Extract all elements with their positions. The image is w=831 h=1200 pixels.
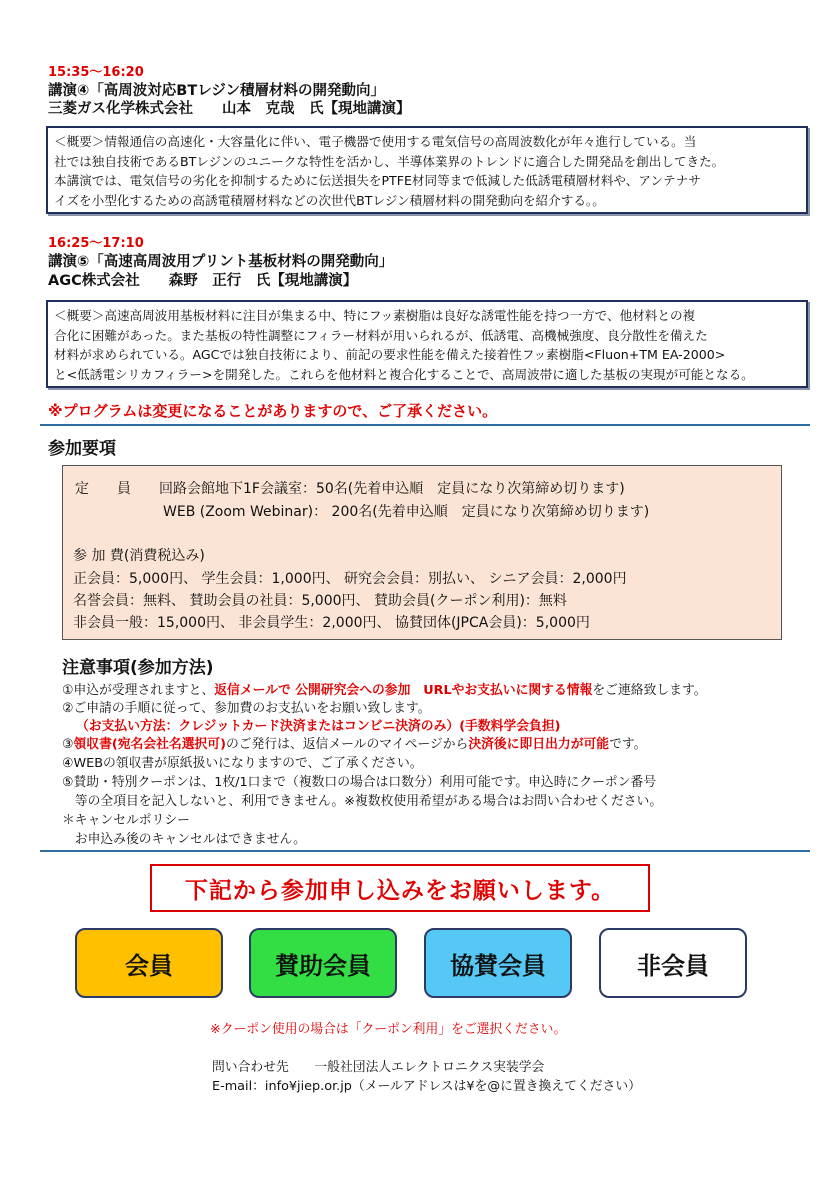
summary-line: 材料が求められている。AGCでは独自技術により、前記の要求性能を備えた接着性フッ素樹脂<Fluon+TM EA-2000> xyxy=(54,347,726,362)
summary-line: 本講演では、電気信号の劣化を抑制するために伝送損失をPTFE材同等まで低減した低誘電積層材料や、アンテナサ xyxy=(54,173,701,188)
fee-line: 非会員一般：15,000円、 非会員学生：2,000円、 協賛団体(JPCA会員)：5,000円 xyxy=(73,615,590,631)
lecture4-summary xyxy=(46,126,808,214)
contact-line: 問い合わせ先 一般社団法人エレクトロニクス実装学会 xyxy=(212,1060,545,1075)
lecture5-summary xyxy=(46,300,808,388)
capacity-venue: 回路会館地下1F会議室：50名(先着申込順 定員になり次第締め切ります) xyxy=(159,481,625,497)
lecture4-time: 15:35～16:20 xyxy=(48,65,144,80)
lecture4-speaker: 三菱ガス化学株式会社 山本 克哉 氏【現地講演】 xyxy=(48,101,411,117)
caution-3 xyxy=(62,733,646,752)
caution-text: です。 xyxy=(609,737,647,752)
caution-5-cont: 等の全項目を記入しないと、利用できません。※複数枚使用希望がある場合はお問い合わせください。 xyxy=(62,794,663,809)
section-divider xyxy=(40,424,810,426)
caution-text: をご連絡致します。 xyxy=(592,683,707,698)
caution-1 xyxy=(62,679,707,698)
lecture5-title: 講演⑤「高速高周波用プリント基板材料の開発動向」 xyxy=(48,254,394,270)
caution-payment-method: （お支払い方法：クレジットカード決済またはコンビニ決済のみ）(手数料学会負担) xyxy=(76,719,561,734)
apply-cta-banner: 下記から参加申し込みをお願いします。 xyxy=(150,864,650,912)
caution-text: ③ xyxy=(62,737,74,752)
supporting-member-button[interactable]: 賛助会員 xyxy=(249,928,397,998)
summary-line: 社では独自技術であるBTレジンのユニークな特性を活かし、半導体業界のトレンドに適合した開発品を創出してきた。 xyxy=(54,153,725,169)
lecture5-time: 16:25～17:10 xyxy=(48,236,144,251)
capacity-web: WEB (Zoom Webinar)： 200名(先着申込順 定員になり次第締め切ります) xyxy=(163,504,650,520)
lecture5-speaker: AGC株式会社 森野 正行 氏【現地講演】 xyxy=(48,273,358,289)
participation-heading: 参加要項 xyxy=(48,439,116,459)
summary-line: ＜概要＞情報通信の高速化・大容量化に伴い、電子機器で使用する電気信号の高周波数化が年々進行している。当 xyxy=(54,134,697,149)
fee-box xyxy=(62,465,782,640)
caution-text: ①申込が受理されますと、 xyxy=(62,683,215,698)
summary-line: イズを小型化するための高誘電積層材料などの次世代BTレジン積層材料の開発動向を紹介する。。 xyxy=(54,192,605,208)
fee-heading: 参 加 費(消費税込み) xyxy=(73,548,205,564)
contact-email: E-mail：info¥jiep.or.jp（メールアドレスは¥を@に置き換えてください） xyxy=(212,1079,641,1094)
cautions-heading: 注意事項(参加方法) xyxy=(62,658,214,678)
non-member-button[interactable]: 非会員 xyxy=(599,928,747,998)
caution-5: ⑤賛助・特別クーポンは、1枚/1口まで（複数口の場合は口数分）利用可能です。申込時にクーポン番号 xyxy=(62,775,657,790)
coupon-note: ※クーポン使用の場合は「クーポン利用」をご選択ください。 xyxy=(210,1022,567,1037)
cancel-policy-heading: ＊キャンセルポリシー xyxy=(62,813,190,828)
summary-line: と<低誘電シリカフィラー>を開発した。これらを他材料と複合化することで、高周波帯に適した基板の実現が可能となる。 xyxy=(54,366,754,382)
fee-line: 正会員：5,000円、 学生会員：1,000円、 研究会会員：別払い、 シニア会員：2,000円 xyxy=(73,571,627,587)
caution-text: のご発行は、返信メールのマイページから xyxy=(225,737,469,752)
caution-highlight: 領収書(宛名会社名選択可) xyxy=(73,737,226,752)
cancel-policy-text: お申込み後のキャンセルはできません。 xyxy=(62,832,306,847)
caution-highlight: 返信メールで 公開研究会への参加 URLやお支払いに関する情報 xyxy=(214,683,593,698)
program-change-note: ※プログラムは変更になることがありますので、ご了承ください。 xyxy=(48,402,498,420)
cosponsor-member-button[interactable]: 協賛会員 xyxy=(424,928,572,998)
summary-line: ＜概要＞高速高周波用基板材料に注目が集まる中、特にフッ素樹脂は良好な誘電性能を持つ一方で、他材料との複 xyxy=(54,308,696,323)
summary-line: 合化に困難があった。また基板の特性調整にフィラー材料が用いられるが、低誘電、高機械強度、良分散性を備えた xyxy=(54,327,708,343)
caution-2: ②ご申請の手順に従って、参加費のお支払いをお願い致します。 xyxy=(62,701,431,716)
section-divider xyxy=(40,850,810,852)
caution-4: ④WEBの領収書が原紙扱いになりますので、ご了承ください。 xyxy=(62,756,423,771)
member-button[interactable]: 会員 xyxy=(75,928,223,998)
capacity-label: 定 員 xyxy=(75,481,131,497)
caution-highlight: 決済後に即日出力が可能 xyxy=(468,737,610,752)
lecture4-title: 講演④「高周波対応BTレジン積層材料の開発動向」 xyxy=(48,83,385,99)
fee-line: 名誉会員：無料、 賛助会員の社員：5,000円、 賛助会員(クーポン利用)：無料 xyxy=(73,593,567,609)
